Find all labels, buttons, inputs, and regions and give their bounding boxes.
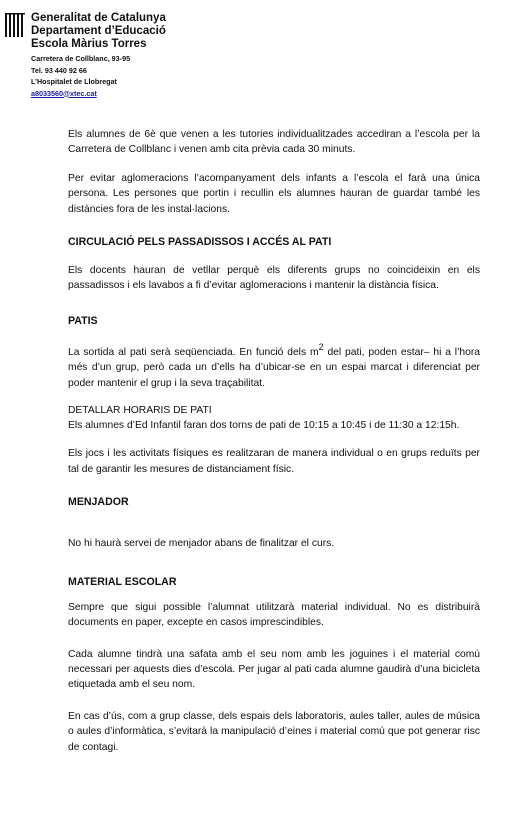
document-body <box>68 127 480 755</box>
paragraph-sortida-pati: La sortida al pati serà seqüenciada. En funció dels $m^2$ del pati, poden estar– hi a l’hora més d’un grup, però cada un d’ells ha d’ubicar-se en un espai marcat i diferenciat per poder mantenir el grup i la seva traçabilitat. <box>68 341 480 389</box>
org-name: Generalitat de Catalunya <box>31 12 166 24</box>
paragraph-passadissos: Els docents hauran de vetllar perquè els diferents grups no coincideixin en els passadissos i els lavabos a fi d’evitar aglomeracions i mantenir la distància física. <box>68 265 480 292</box>
school-email-link[interactable]: a8033560@xtec.cat <box>31 88 97 98</box>
heading-horaris: DETALLAR HORARIS DE PATI <box>68 405 212 417</box>
heading-material: MATERIAL ESCOLAR <box>68 575 177 588</box>
school-city: L’Hospitalet de Llobregat <box>31 77 117 86</box>
heading-circulacio: CIRCULACIÓ PELS PASSADISSOS I ACCÉS AL PATI <box>68 236 332 249</box>
school-phone: Tel. 93 440 92 66 <box>31 65 87 75</box>
paragraph-horaris-infantil: Els alumnes d’Ed Infantil faran dos torns de pati de 10:15 a 10:45 i de 11:30 a 12:15h. <box>68 420 460 432</box>
heading-menjador: MENJADOR <box>68 496 129 509</box>
heading-patis: PATIS <box>68 314 98 327</box>
paragraph-material-individual: Sempre que sigui possible l’alumnat utilitzarà material individual. No es distribuirà documents en paper, excepte en casos imprescindibles. <box>68 601 480 629</box>
paragraph-safata: Cada alumne tindrà una safata amb el seu nom amb les joguines i el material comú necessari per aquests dies d’escola. Per jugar al pati cada alumne gaudirà d’una bicicleta etiquetada amb el seu nom. <box>68 648 480 691</box>
paragraph-espais: En cas d’ús, com a grup classe, dels espais dels laboratoris, aules taller, aules de música o aules d’informàtica, s’evitarà la manipulació d’eines i material comú que pot generar risc de contagi. <box>68 710 480 753</box>
paragraph-acompanyament: Per evitar aglomeracions l’acompanyament dels infants a l’escola el farà una única persona. Les persones que portin i recullin els alumnes hauran de guardar també les distàncies fora de les instal·lacions. <box>68 172 480 215</box>
generalitat-logo-icon <box>4 12 26 38</box>
paragraph-menjador: No hi haurà servei de menjador abans de finalitzar el curs. <box>68 538 335 550</box>
paragraph-tutories: Els alumnes de 6è que venen a les tutories individualitzades accediran a l’escola per la Carretera de Collblanc i venen amb cita prèvia cada 30 minuts. <box>68 129 480 156</box>
department-name: Departament d’Educació <box>31 25 166 37</box>
school-address: Carretera de Collblanc, 93-95 <box>31 54 131 63</box>
school-name: Escola Màrius Torres <box>31 38 147 50</box>
paragraph-jocs: Els jocs i les activitats físiques es realitzaran de manera individual o en grups reduïts per tal de garantir les mesures de distanciament físic. <box>68 448 480 475</box>
